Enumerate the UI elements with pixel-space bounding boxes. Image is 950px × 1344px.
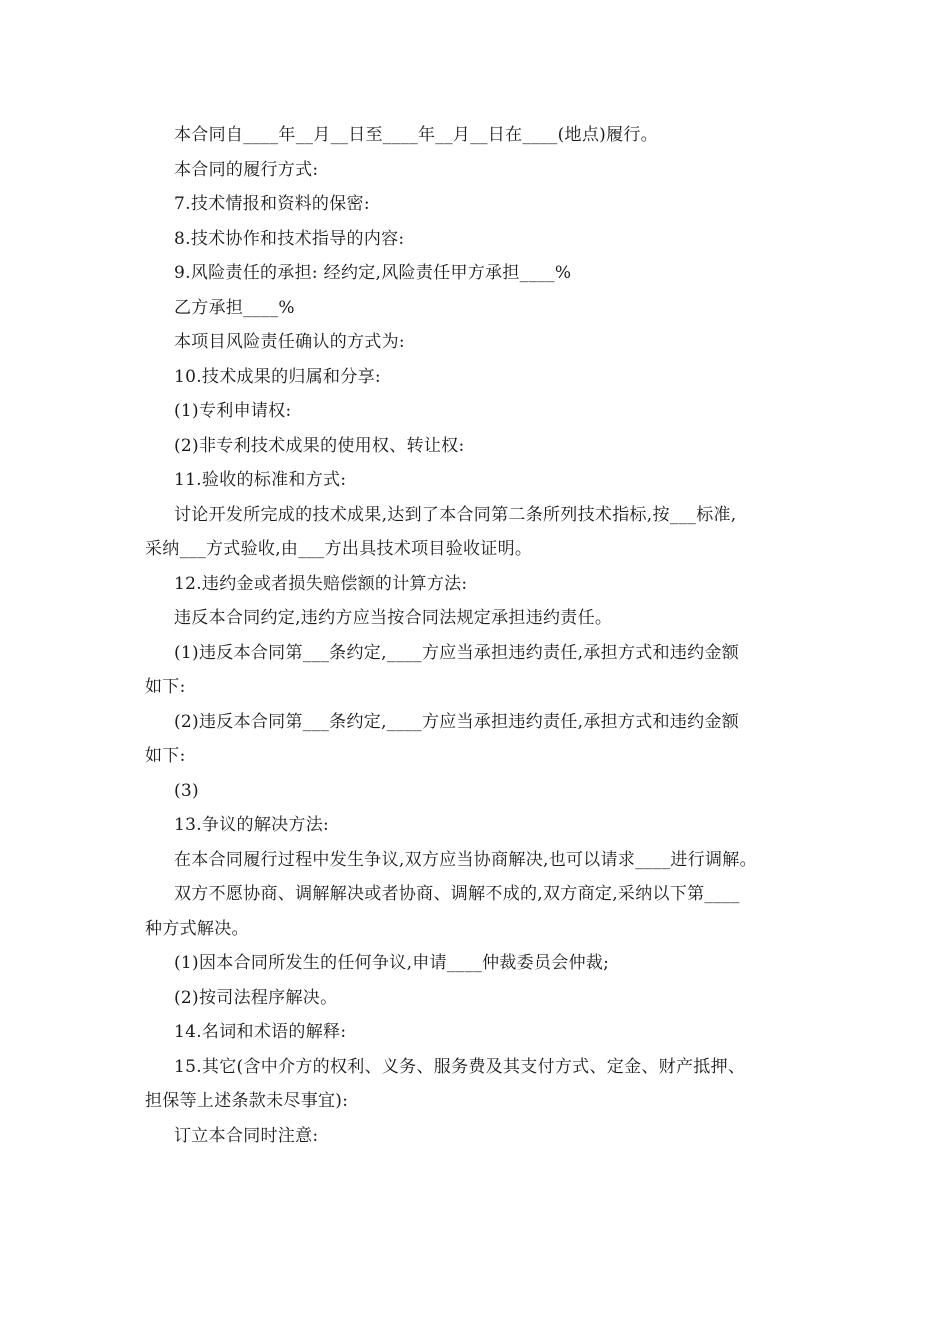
document-line: 本项目风险责任确认的方式为: — [174, 332, 405, 352]
document-line: 担保等上述条款未尽事宜): — [145, 1091, 349, 1111]
document-line: 如下: — [145, 677, 186, 697]
document-line: (3) — [174, 780, 199, 801]
document-line: (2)违反本合同第___条约定,____方应当承担违约责任,承担方式和违约金额 — [174, 711, 740, 732]
document-line: 本合同的履行方式: — [174, 159, 319, 180]
document-line: (2)非专利技术成果的使用权、转让权: — [174, 435, 465, 456]
document-line: (2)按司法程序解决。 — [174, 987, 338, 1008]
document-line: 13.争议的解决方法: — [174, 815, 330, 835]
document-line: (1)专利申请权: — [174, 401, 292, 421]
document-line: 8.技术协作和技术指导的内容: — [174, 228, 405, 249]
document-line: 11.验收的标准和方式: — [174, 470, 347, 490]
document-line: 10.技术成果的归属和分享: — [174, 366, 381, 387]
document-line: 种方式解决。 — [145, 918, 249, 939]
document-line: 如下: — [145, 746, 186, 766]
document-line: 违反本合同约定,违约方应当按合同法规定承担违约责任。 — [174, 608, 613, 628]
document-line: 15.其它(含中介方的权利、义务、服务费及其支付方式、定金、财产抵押、 — [174, 1056, 746, 1077]
document-line: 14.名词和术语的解释: — [174, 1022, 347, 1042]
document-line: 12.违约金或者损失赔偿额的计算方法: — [174, 573, 468, 594]
document-line: 7.技术情报和资料的保密: — [174, 194, 370, 214]
document-line: 乙方承担____% — [174, 297, 295, 318]
document-body — [145, 118, 815, 1153]
document-line: (1)违反本合同第___条约定,____方应当承担违约责任,承担方式和违约金额 — [174, 642, 740, 663]
document-line: 在本合同履行过程中发生争议,双方应当协商解决,也可以请求____进行调解。 — [174, 849, 757, 870]
document-line: 双方不愿协商、调解解决或者协商、调解不成的,双方商定,采纳以下第____ — [174, 884, 740, 904]
document-line: (1)因本合同所发生的任何争议,申请____仲裁委员会仲裁; — [174, 953, 610, 973]
document-line: 讨论开发所完成的技术成果,达到了本合同第二条所列技术指标,按___标准, — [174, 504, 737, 525]
document-line: 9.风险责任的承担: 经约定,风险责任甲方承担____% — [174, 263, 572, 283]
document-line: 本合同自____年__月__日至____年__月__日在____(地点)履行。 — [174, 125, 658, 145]
document-line: 采纳___方式验收,由___方出具技术项目验收证明。 — [145, 539, 533, 559]
document-line: 订立本合同时注意: — [174, 1125, 319, 1146]
